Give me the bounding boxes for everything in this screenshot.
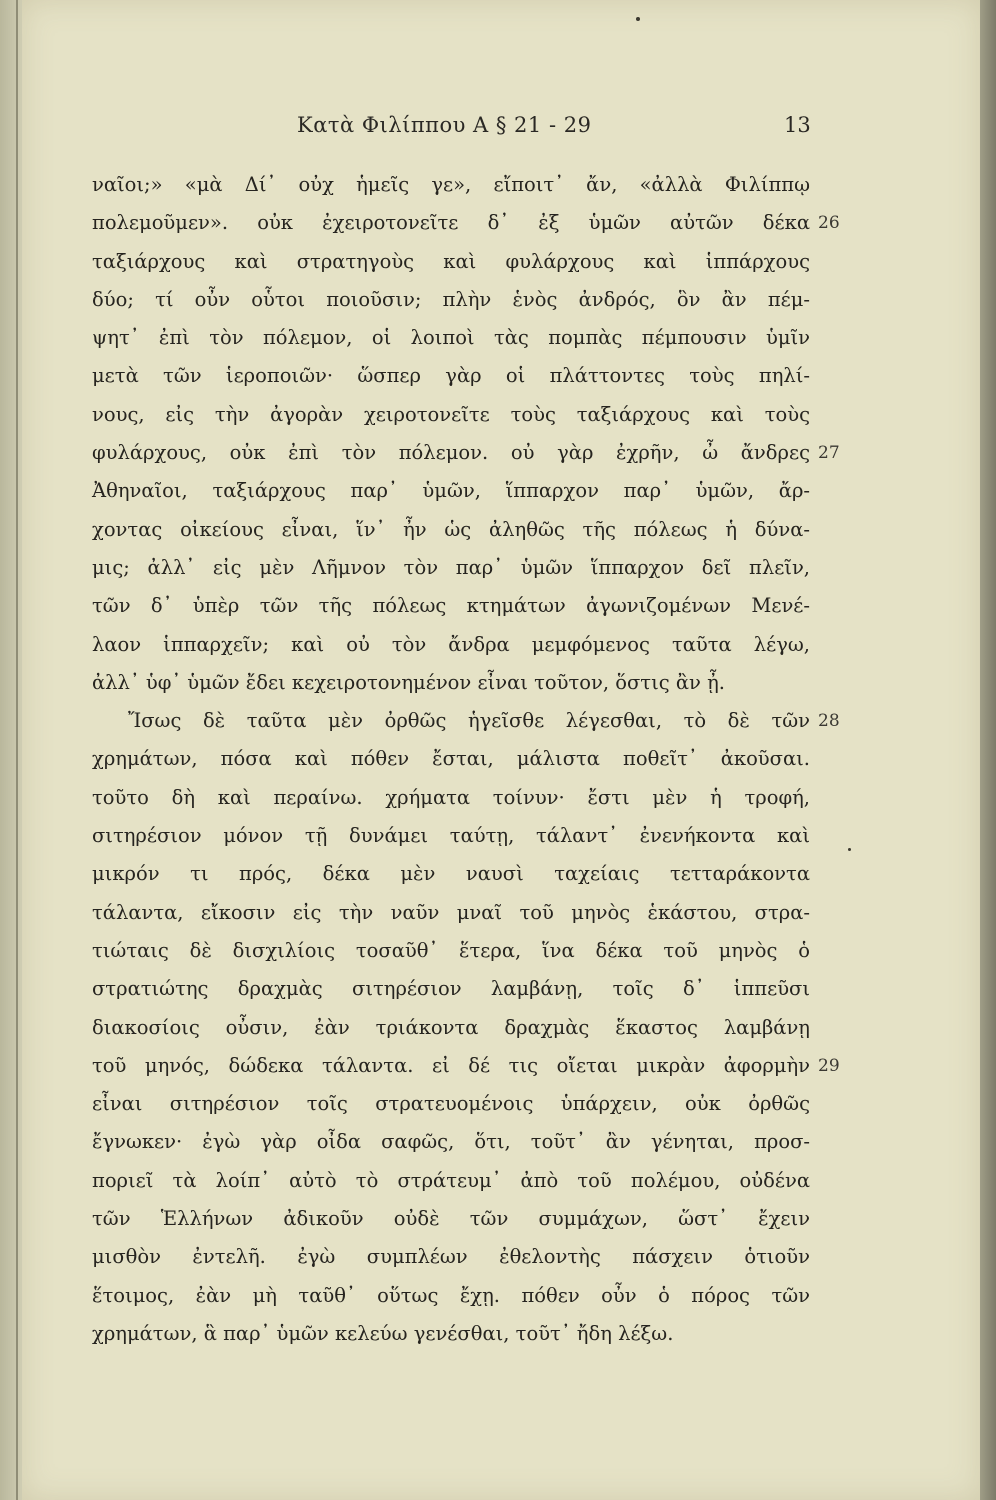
text-line (92, 319, 810, 357)
line-text: Ἴσως δὲ ταῦτα μὲν ὀρθῶς ἡγεῖσθε λέγεσθαι, τὸ δὲ τῶν (128, 709, 810, 733)
section-number: 26 (818, 213, 840, 234)
line-text: μικρόν τι πρός, δέκα μὲν ναυσὶ ταχείαις τετταράκοντα (92, 862, 810, 886)
section-number: 27 (818, 443, 840, 464)
text-line (92, 281, 810, 319)
text-line (92, 702, 840, 740)
text-line (92, 1200, 810, 1238)
line-text: ποριεῖ τὰ λοίπ᾽ αὐτὸ τὸ στράτευμ᾽ ἀπὸ τοῦ πολέμου, οὐδένα (92, 1168, 810, 1192)
line-text: ἀλλ᾽ ὑφ᾽ ὑμῶν ἔδει κεχειροτονημένον εἶναι τοῦτον, ὅστις ἂν ᾖ. (92, 670, 725, 694)
line-text: διακοσίοις οὖσιν, ἐὰν τριάκοντα δραχμὰς ἕκαστος λαμβάνῃ (92, 1015, 810, 1039)
text-line (92, 434, 840, 472)
running-title: Κατὰ Φιλίππου Α § 21 - 29 (297, 113, 592, 137)
line-text: μισθὸν ἐντελῆ. ἐγὼ συμπλέων ἐθελοντὴς πάσχειν ὁτιοῦν (92, 1245, 810, 1269)
ink-speck (848, 848, 851, 851)
line-text: χοντας οἰκείους εἶναι, ἵν᾽ ἦν ὡς ἀληθῶς τῆς πόλεως ἡ δύνα- (92, 517, 810, 541)
text-line (92, 357, 810, 395)
page-edge-shadow (980, 0, 996, 1500)
text-line (92, 472, 810, 510)
text-line (92, 1047, 840, 1085)
line-text: τοῦ μηνός, δώδεκα τάλαντα. εἰ δέ τις οἴεται μικρὰν ἀφορμὴν (92, 1053, 810, 1077)
text-line (92, 740, 810, 778)
line-text: δύο; τί οὖν οὗτοι ποιοῦσιν; πλὴν ἑνὸς ἀνδρός, ὃν ἂν πέμ- (92, 287, 810, 311)
binding-gutter (0, 0, 22, 1500)
body-text (92, 166, 840, 1353)
line-text: ἔγνωκεν· ἐγὼ γὰρ οἶδα σαφῶς, ὅτι, τοῦτ᾽ ἂν γένηται, προσ- (92, 1130, 810, 1154)
text-line (92, 1277, 810, 1315)
text-line (92, 511, 810, 549)
line-text: ψητ᾽ ἐπὶ τὸν πόλεμον, οἱ λοιποὶ τὰς πομπὰς πέμπουσιν ὑμῖν (92, 326, 810, 350)
text-line (92, 1085, 810, 1123)
text-line (92, 855, 810, 893)
text-line (92, 1238, 810, 1276)
text-line (92, 817, 810, 855)
page-number: 13 (784, 113, 811, 137)
running-head (0, 113, 996, 153)
text-line (92, 1123, 810, 1161)
text-line (92, 932, 810, 970)
text-line (92, 626, 810, 664)
line-text: τῶν Ἑλλήνων ἀδικοῦν οὐδὲ τῶν συμμάχων, ὥστ᾽ ἔχειν (92, 1207, 810, 1231)
section-number: 28 (818, 711, 840, 732)
line-text: εἶναι σιτηρέσιον τοῖς στρατευομένοις ὑπάρχειν, οὐκ ὀρθῶς (92, 1092, 810, 1116)
text-line (92, 664, 810, 702)
ink-speck (636, 17, 640, 21)
line-text: μις; ἀλλ᾽ εἰς μὲν Λῆμνον τὸν παρ᾽ ὑμῶν ἵππαρχον δεῖ πλεῖν, (92, 555, 810, 579)
line-text: τῶν δ᾽ ὑπὲρ τῶν τῆς πόλεως κτημάτων ἀγωνιζομένων Μενέ- (92, 594, 810, 618)
line-text: νους, εἰς τὴν ἀγορὰν χειροτονεῖτε τοὺς ταξιάρχους καὶ τοὺς (92, 402, 810, 426)
text-line (92, 549, 810, 587)
line-text: τάλαντα, εἴκοσιν εἰς τὴν ναῦν μναῖ τοῦ μηνὸς ἑκάστου, στρα- (92, 900, 810, 924)
line-text: σιτηρέσιον μόνον τῇ δυνάμει ταύτῃ, τάλαντ᾽ ἐνενήκοντα καὶ (92, 824, 810, 848)
text-line (92, 1315, 810, 1353)
text-line (92, 894, 810, 932)
line-text: πολεμοῦμεν». οὐκ ἐχειροτονεῖτε δ᾽ ἐξ ὑμῶν αὐτῶν δέκα (92, 211, 810, 235)
text-line (92, 396, 810, 434)
text-line (92, 970, 810, 1008)
text-line (92, 243, 810, 281)
line-text: στρατιώτης δραχμὰς σιτηρέσιον λαμβάνῃ, τοῖς δ᾽ ἱππεῦσι (92, 977, 810, 1001)
line-text: ἕτοιμος, ἐὰν μὴ ταῦθ᾽ οὕτως ἔχῃ. πόθεν οὖν ὁ πόρος τῶν (92, 1283, 810, 1307)
line-text: Ἀθηναῖοι, ταξιάρχους παρ᾽ ὑμῶν, ἵππαρχον παρ᾽ ὑμῶν, ἄρ- (92, 479, 810, 503)
line-text: μετὰ τῶν ἱεροποιῶν· ὥσπερ γὰρ οἱ πλάττοντες τοὺς πηλί- (92, 364, 810, 388)
text-line (92, 1009, 810, 1047)
text-line (92, 779, 810, 817)
line-text: λαον ἱππαρχεῖν; καὶ οὐ τὸν ἄνδρα μεμφόμενος ταῦτα λέγω, (92, 632, 810, 656)
line-text: χρημάτων, πόσα καὶ πόθεν ἔσται, μάλιστα ποθεῖτ᾽ ἀκοῦσαι. (92, 747, 810, 771)
text-line (92, 587, 810, 625)
line-text: τιώταις δὲ δισχιλίοις τοσαῦθ᾽ ἕτερα, ἵνα δέκα τοῦ μηνὸς ὁ (92, 938, 810, 962)
line-text: χρημάτων, ἃ παρ᾽ ὑμῶν κελεύω γενέσθαι, τοῦτ᾽ ἤδη λέξω. (92, 1321, 674, 1345)
line-text: φυλάρχους, οὐκ ἐπὶ τὸν πόλεμον. οὐ γὰρ ἐχρῆν, ὦ ἄνδρες (92, 441, 810, 465)
text-line (92, 1162, 810, 1200)
line-text: ναῖοι;» «μὰ Δί᾽ οὐχ ἡμεῖς γε», εἴποιτ᾽ ἄν, «ἀλλὰ Φιλίππῳ (92, 173, 810, 196)
line-text: ταξιάρχους καὶ στρατηγοὺς καὶ φυλάρχους καὶ ἱππάρχους (92, 249, 810, 273)
text-line (92, 204, 840, 242)
text-line (92, 166, 810, 204)
section-number: 29 (818, 1055, 840, 1076)
line-text: τοῦτο δὴ καὶ περαίνω. χρήματα τοίνυν· ἔστι μὲν ἡ τροφή, (92, 785, 810, 809)
